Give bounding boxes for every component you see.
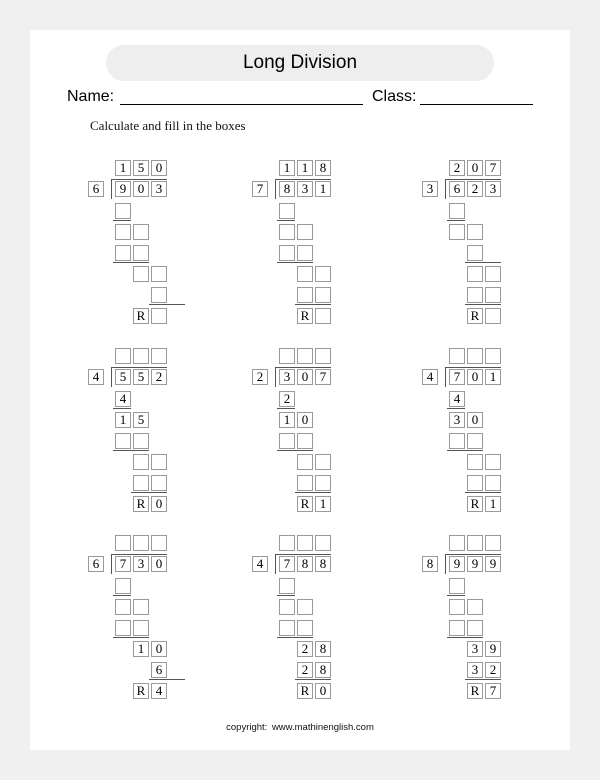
remainder-label-box: R [133, 496, 149, 512]
working-box[interactable] [485, 266, 501, 282]
subtraction-line [295, 492, 331, 493]
working-box[interactable] [315, 287, 331, 303]
dividend-digit-box: 7 [449, 369, 465, 385]
working-box: 3 [449, 412, 465, 428]
quotient-digit-box[interactable] [485, 348, 501, 364]
dividend-digit-box: 8 [297, 556, 313, 572]
working-box[interactable] [449, 578, 465, 594]
working-box[interactable] [115, 224, 131, 240]
working-box: 0 [297, 412, 313, 428]
divisor-box: 4 [252, 556, 268, 572]
division-problem [88, 535, 208, 715]
quotient-digit-box[interactable] [449, 348, 465, 364]
working-box: 1 [115, 412, 131, 428]
remainder-label-box: R [297, 496, 313, 512]
remainder-label-box: R [133, 683, 149, 699]
subtraction-line [465, 304, 501, 305]
dividend-digit-box: 3 [151, 181, 167, 197]
working-box[interactable] [297, 245, 313, 261]
division-problem [88, 348, 208, 528]
division-bar [275, 367, 331, 368]
working-box[interactable] [115, 620, 131, 636]
working-box[interactable] [279, 245, 295, 261]
working-box[interactable] [279, 224, 295, 240]
working-box[interactable] [467, 620, 483, 636]
quotient-digit-box[interactable] [315, 348, 331, 364]
dividend-digit-box: 3 [297, 181, 313, 197]
dividend-digit-box: 7 [115, 556, 131, 572]
working-box[interactable] [151, 287, 167, 303]
subtraction-line [131, 492, 167, 493]
working-box: 0 [467, 412, 483, 428]
worksheet [30, 30, 570, 750]
subtraction-line [465, 492, 501, 493]
working-box[interactable] [449, 620, 465, 636]
working-box[interactable] [297, 454, 313, 470]
working-box[interactable] [315, 266, 331, 282]
working-box: 1 [279, 412, 295, 428]
worksheet-title [106, 45, 494, 81]
remainder-label-box: R [467, 496, 483, 512]
copyright-footer: copyright: www.mathinenglish.com [226, 722, 374, 733]
dividend-digit-box: 9 [449, 556, 465, 572]
working-box[interactable] [297, 287, 313, 303]
working-box: 5 [133, 412, 149, 428]
divisor-box: 3 [422, 181, 438, 197]
working-box[interactable] [133, 433, 149, 449]
remainder-box: 1 [485, 496, 501, 512]
title-text: Long Division [242, 52, 358, 73]
quotient-digit-box: 1 [115, 160, 131, 176]
name-label: Name: [67, 88, 115, 105]
remainder-box[interactable] [151, 308, 167, 324]
subtraction-line [447, 637, 483, 638]
working-box[interactable] [133, 475, 149, 491]
division-bracket [111, 179, 112, 199]
subtraction-line [113, 220, 131, 221]
division-bar [445, 179, 501, 180]
subtraction-line [277, 220, 295, 221]
working-box[interactable] [467, 454, 483, 470]
working-box[interactable] [151, 475, 167, 491]
quotient-digit-box[interactable] [467, 348, 483, 364]
dividend-digit-box: 2 [467, 181, 483, 197]
working-box[interactable] [467, 433, 483, 449]
division-bar [275, 179, 331, 180]
subtraction-line [113, 450, 149, 451]
division-bracket [445, 367, 446, 387]
dividend-digit-box: 9 [115, 181, 131, 197]
working-box: 2 [279, 391, 295, 407]
quotient-digit-box: 2 [449, 160, 465, 176]
dividend-digit-box: 7 [315, 369, 331, 385]
subtraction-line [277, 595, 295, 596]
working-box[interactable] [115, 203, 131, 219]
dividend-digit-box: 3 [279, 369, 295, 385]
quotient-digit-box[interactable] [279, 348, 295, 364]
subtraction-line [113, 637, 149, 638]
divisor-box: 4 [88, 369, 104, 385]
division-problem [422, 535, 542, 715]
working-box: 2 [485, 662, 501, 678]
working-box[interactable] [115, 245, 131, 261]
remainder-box: 0 [315, 683, 331, 699]
divisor-box: 7 [252, 181, 268, 197]
name-field-line[interactable] [120, 104, 363, 105]
working-box[interactable] [297, 599, 313, 615]
working-box: 2 [297, 641, 313, 657]
working-box[interactable] [467, 599, 483, 615]
subtraction-line [447, 408, 465, 409]
working-box: 8 [315, 641, 331, 657]
working-box: 2 [297, 662, 313, 678]
quotient-digit-box: 0 [151, 160, 167, 176]
dividend-digit-box: 0 [133, 181, 149, 197]
remainder-box: 7 [485, 683, 501, 699]
dividend-digit-box: 1 [315, 181, 331, 197]
subtraction-line [277, 637, 313, 638]
working-box[interactable] [279, 203, 295, 219]
quotient-digit-box[interactable] [151, 348, 167, 364]
dividend-digit-box: 1 [485, 369, 501, 385]
division-bracket [445, 554, 446, 574]
subtraction-line [149, 679, 185, 680]
dividend-digit-box: 5 [115, 369, 131, 385]
quotient-digit-box[interactable] [315, 535, 331, 551]
working-box[interactable] [151, 454, 167, 470]
working-box: 3 [467, 641, 483, 657]
division-problem [252, 160, 372, 340]
working-box[interactable] [279, 578, 295, 594]
remainder-box[interactable] [485, 308, 501, 324]
subtraction-line [447, 595, 465, 596]
working-box: 1 [133, 641, 149, 657]
working-box[interactable] [279, 433, 295, 449]
subtraction-line [149, 304, 185, 305]
working-box[interactable] [133, 245, 149, 261]
remainder-label-box: R [467, 683, 483, 699]
division-problem [88, 160, 208, 340]
division-problem [252, 348, 372, 528]
dividend-digit-box: 9 [485, 556, 501, 572]
working-box[interactable] [449, 599, 465, 615]
working-box[interactable] [297, 224, 313, 240]
dividend-digit-box: 0 [151, 556, 167, 572]
quotient-digit-box[interactable] [297, 535, 313, 551]
division-problem [252, 535, 372, 715]
subtraction-line [277, 450, 313, 451]
subtraction-line [447, 450, 483, 451]
working-box: 4 [115, 391, 131, 407]
remainder-box[interactable] [315, 308, 331, 324]
dividend-digit-box: 3 [133, 556, 149, 572]
divisor-box: 6 [88, 181, 104, 197]
quotient-digit-box[interactable] [279, 535, 295, 551]
working-box[interactable] [449, 433, 465, 449]
working-box[interactable] [115, 578, 131, 594]
working-box[interactable] [133, 266, 149, 282]
working-box[interactable] [133, 454, 149, 470]
working-box[interactable] [279, 599, 295, 615]
instruction-text: Calculate and fill in the boxes [90, 118, 246, 133]
subtraction-line [465, 679, 501, 680]
divisor-box: 2 [252, 369, 268, 385]
subtraction-line [277, 408, 295, 409]
dividend-digit-box: 9 [467, 556, 483, 572]
remainder-box: 1 [315, 496, 331, 512]
quotient-digit-box[interactable] [151, 535, 167, 551]
quotient-digit-box: 0 [467, 160, 483, 176]
class-field-line[interactable] [420, 104, 533, 105]
division-bracket [275, 179, 276, 199]
divisor-box: 4 [422, 369, 438, 385]
working-box[interactable] [279, 620, 295, 636]
division-bracket [275, 554, 276, 574]
remainder-label-box: R [133, 308, 149, 324]
subtraction-line [465, 262, 501, 263]
quotient-digit-box: 1 [279, 160, 295, 176]
working-box[interactable] [297, 620, 313, 636]
subtraction-line [113, 595, 131, 596]
division-problem [422, 160, 542, 340]
working-box: 4 [449, 391, 465, 407]
working-box[interactable] [467, 266, 483, 282]
working-box[interactable] [115, 433, 131, 449]
working-box[interactable] [115, 599, 131, 615]
working-box[interactable] [297, 433, 313, 449]
division-bar [111, 179, 167, 180]
working-box[interactable] [297, 266, 313, 282]
working-box: 8 [315, 662, 331, 678]
subtraction-line [295, 304, 331, 305]
remainder-box: 4 [151, 683, 167, 699]
working-box[interactable] [315, 454, 331, 470]
working-box[interactable] [449, 224, 465, 240]
dividend-digit-box: 0 [297, 369, 313, 385]
working-box[interactable] [485, 454, 501, 470]
division-bar [111, 367, 167, 368]
divisor-box: 6 [88, 556, 104, 572]
division-bar [111, 554, 167, 555]
working-box[interactable] [315, 475, 331, 491]
working-box: 6 [151, 662, 167, 678]
dividend-digit-box: 2 [151, 369, 167, 385]
quotient-digit-box[interactable] [115, 348, 131, 364]
dividend-digit-box: 6 [449, 181, 465, 197]
working-box: 0 [151, 641, 167, 657]
dividend-digit-box: 8 [279, 181, 295, 197]
division-bar [275, 554, 331, 555]
remainder-label-box: R [297, 308, 313, 324]
remainder-label-box: R [467, 308, 483, 324]
working-box: 9 [485, 641, 501, 657]
dividend-digit-box: 3 [485, 181, 501, 197]
working-box[interactable] [467, 224, 483, 240]
quotient-digit-box[interactable] [133, 348, 149, 364]
quotient-digit-box: 7 [485, 160, 501, 176]
division-bracket [445, 179, 446, 199]
quotient-digit-box: 5 [133, 160, 149, 176]
dividend-digit-box: 8 [315, 556, 331, 572]
remainder-box: 0 [151, 496, 167, 512]
remainder-label-box: R [297, 683, 313, 699]
working-box[interactable] [449, 203, 465, 219]
quotient-digit-box[interactable] [467, 535, 483, 551]
division-problem [422, 348, 542, 528]
division-bracket [111, 367, 112, 387]
subtraction-line [113, 408, 131, 409]
dividend-digit-box: 7 [279, 556, 295, 572]
division-bar [445, 554, 501, 555]
working-box[interactable] [297, 475, 313, 491]
subtraction-line [277, 262, 313, 263]
subtraction-line [295, 679, 331, 680]
working-box[interactable] [151, 266, 167, 282]
class-label: Class: [372, 88, 417, 105]
quotient-digit-box[interactable] [133, 535, 149, 551]
quotient-digit-box[interactable] [449, 535, 465, 551]
division-bar [445, 367, 501, 368]
division-bracket [275, 367, 276, 387]
dividend-digit-box: 5 [133, 369, 149, 385]
working-box[interactable] [467, 475, 483, 491]
working-box[interactable] [133, 599, 149, 615]
quotient-digit-box: 8 [315, 160, 331, 176]
working-box[interactable] [485, 475, 501, 491]
working-box: 3 [467, 662, 483, 678]
quotient-digit-box[interactable] [115, 535, 131, 551]
quotient-digit-box[interactable] [297, 348, 313, 364]
division-bracket [111, 554, 112, 574]
working-box[interactable] [467, 245, 483, 261]
subtraction-line [113, 262, 149, 263]
working-box[interactable] [133, 620, 149, 636]
working-box[interactable] [467, 287, 483, 303]
dividend-digit-box: 0 [467, 369, 483, 385]
divisor-box: 8 [422, 556, 438, 572]
quotient-digit-box: 1 [297, 160, 313, 176]
working-box[interactable] [485, 287, 501, 303]
subtraction-line [447, 220, 465, 221]
working-box[interactable] [133, 224, 149, 240]
quotient-digit-box[interactable] [485, 535, 501, 551]
